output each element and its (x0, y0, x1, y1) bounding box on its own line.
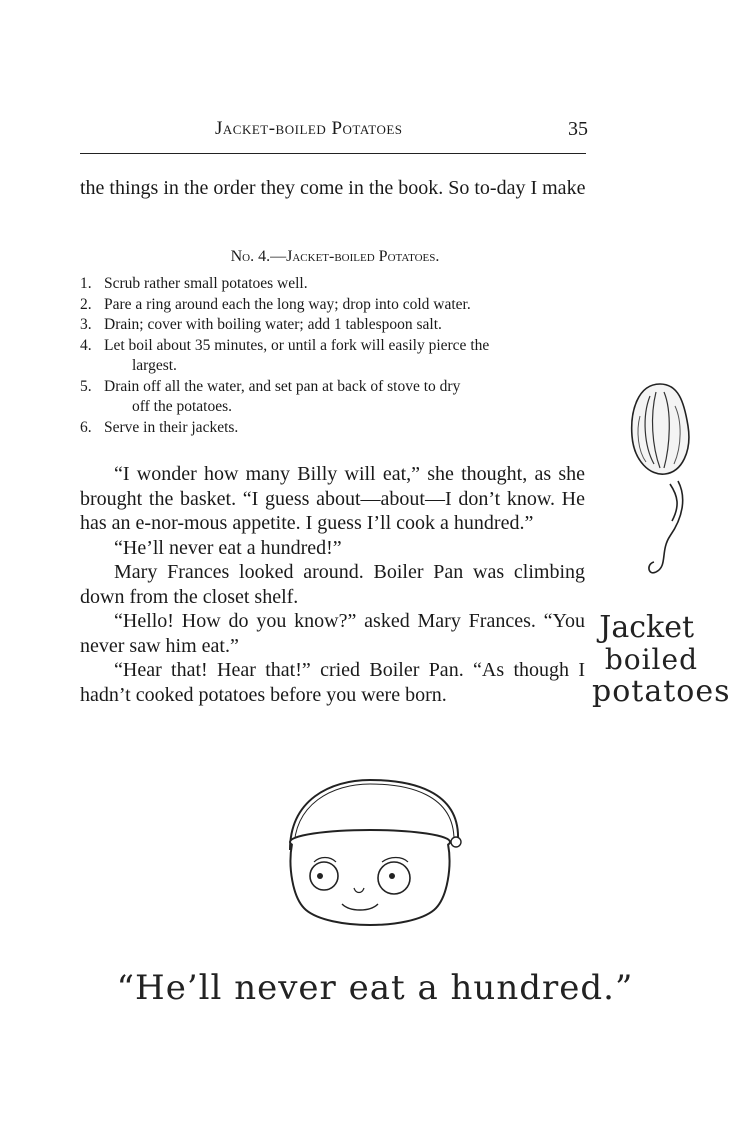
side-caption-line: Jacket (599, 610, 694, 645)
story-paragraph: “Hear that! Hear that!” cried Boiler Pan. “As though I hadn’t cooked potatoes before you were born. (80, 659, 585, 706)
boiler-pan-illustration (270, 770, 470, 940)
step-text: Let boil about 35 minutes, or until a fork will easily pierce the (104, 336, 490, 354)
step-number: 2. (80, 295, 92, 313)
side-caption-line: potatoes (592, 674, 731, 709)
side-caption (592, 610, 731, 709)
story-paragraph: “Hello! How do you know?” asked Mary Frances. “You never saw him eat.” (80, 610, 585, 657)
recipe-step (80, 418, 588, 439)
step-text: Scrub rather small potatoes well. (104, 275, 308, 292)
recipe-step (80, 336, 588, 377)
step-number: 1. (80, 275, 92, 292)
step-text: Pare a ring around each the long way; drop into cold water. (104, 295, 471, 313)
intro-paragraph: the things in the order they come in the book. So to-day I make (80, 177, 586, 199)
step-number: 5. (80, 377, 92, 395)
running-head (80, 118, 588, 148)
step-continuation: off the potatoes. (132, 398, 233, 415)
story-paragraph: “I wonder how many Billy will eat,” she thought, as she brought the basket. “I guess about—about—I don’t know. He has an e-nor-mous appetite. I guess I’ll cook a hundred.” (80, 463, 585, 534)
story-text (80, 462, 585, 707)
recipe-steps (80, 274, 588, 438)
step-number: 4. (80, 336, 92, 354)
step-number: 6. (80, 418, 92, 436)
story-paragraph: Mary Frances looked around. Boiler Pan was climbing down from the closet shelf. (80, 561, 585, 608)
step-text: Drain off all the water, and set pan at back of stove to dry (104, 377, 461, 395)
recipe-title: No. 4.—Jacket-boiled Potatoes. (230, 248, 440, 265)
step-number: 3. (80, 316, 92, 333)
step-text: Drain; cover with boiling water; add 1 tablespoon salt. (104, 316, 442, 333)
step-continuation: largest. (132, 357, 177, 374)
recipe-step (80, 315, 588, 336)
side-caption-line: boiled (604, 643, 698, 676)
recipe-step (80, 295, 588, 316)
recipe-step (80, 377, 588, 418)
page-number: 35 (568, 118, 588, 140)
bottom-caption: “He’ll never eat a hundred.” (116, 968, 634, 1008)
story-paragraph: “He’ll never eat a hundred!” (114, 536, 342, 559)
recipe-step (80, 274, 588, 295)
header-rule (80, 153, 586, 154)
step-text: Serve in their jackets. (104, 418, 239, 436)
running-title: Jacket-boiled Potatoes (215, 118, 403, 139)
potato-illustration (620, 376, 700, 586)
